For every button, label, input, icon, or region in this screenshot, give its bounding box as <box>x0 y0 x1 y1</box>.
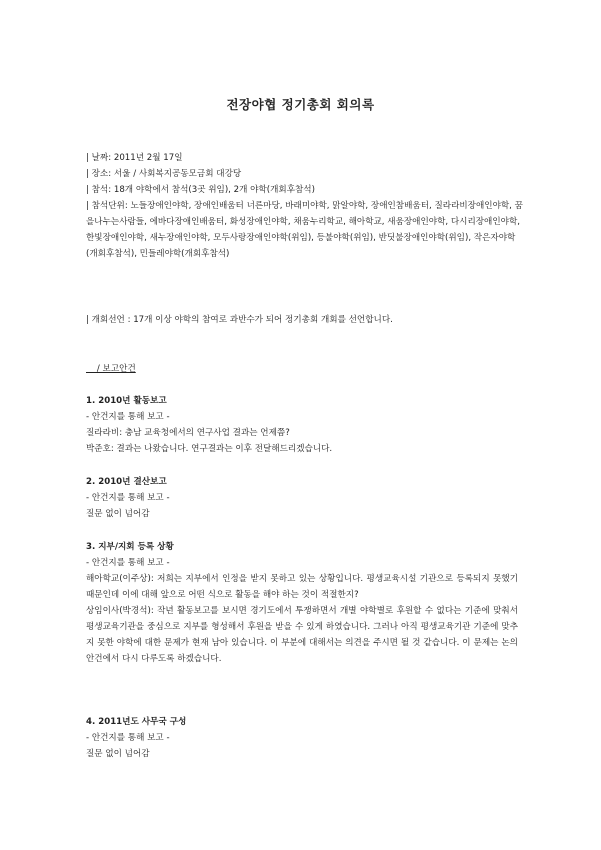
section-branch-status <box>86 539 518 667</box>
meeting-units: | 참석단위: 노들장애인야학, 장애인배움터 너른마당, 바래미야학, 맑알야학, 장애인참배움터, 질라라비장애인야학, 꿈을나누는사람들, 에바다장애인배움터, 화성장애인야학, 채움누리학교, 해아학교, 새움장애인야학, 다시리장애인야학, 한빛장애인야학, 새누장애인야학, 모두사랑장애인야학(위임), 등불야학(위임), 반딧불장애인야학(위임), 작은자야학(개회후참석), 민들레야학(개회후참석) <box>86 201 523 259</box>
section-heading: 3. 지부/지회 등록 상황 <box>86 542 174 552</box>
section-paragraph: 상임이사(박경석): 작년 활동보고를 보시면 경기도에서 투쟁하면서 개별 야학별로 후원할 수 없다는 기준에 맞춰서 평생교육기관을 중심으로 지부를 형성해서 후원을 받을 수 있게 하였습니다. 그러나 아직 평생교육기관 기준에 맞추지 못한 야학에 대한 문제가 현재 남아 있습니다. 이 부분에 대해서는 의견을 주시면 될 것 같습니다. 이 문제는 논의안건에서 다시 다루도록 하겠습니다. <box>86 606 518 664</box>
section-activity-report <box>86 393 518 457</box>
section-heading: 2. 2010년 결산보고 <box>86 477 167 487</box>
section-heading: 1. 2010년 활동보고 <box>86 396 167 406</box>
meeting-attendance: | 참석: 18개 야학에서 참석(3곳 위임), 2개 야학(개회후참석) <box>86 185 315 195</box>
opening-declaration: | 개회선언 : 17개 이상 야학의 참여로 과반수가 되어 정기총회 개회를 선언합니다. <box>86 315 393 325</box>
meeting-info <box>86 150 526 262</box>
document-title: 전장야협 정기총회 회의록 <box>226 97 375 112</box>
section-line: 질라라비: 충남 교육청에서의 연구사업 결과는 언제쯤? <box>86 428 290 438</box>
section-secretariat <box>86 714 518 762</box>
section-line: 박준호: 결과는 나왔습니다. 연구결과는 이후 전달해드리겠습니다. <box>86 444 333 454</box>
section-line: - 안건지를 통해 보고 - <box>86 493 170 503</box>
section-heading: 4. 2011년도 사무국 구성 <box>86 717 187 727</box>
meeting-place: | 장소: 서울 / 사회복지공동모금회 대강당 <box>86 169 242 179</box>
section-line: - 안건지를 통해 보고 - <box>86 412 170 422</box>
section-line: 질문 없이 넘어감 <box>86 749 150 759</box>
section-line: - 안건지를 통해 보고 - <box>86 733 170 743</box>
meeting-date: | 날짜: 2011년 2월 17일 <box>86 153 183 163</box>
section-line: 질문 없이 넘어감 <box>86 509 150 519</box>
section-settlement-report <box>86 474 518 522</box>
section-line: - 안건지를 통해 보고 - <box>86 558 170 568</box>
section-paragraph: 해아학교(이주상): 저희는 지부에서 인정을 받지 못하고 있는 상황입니다. 평생교육시설 기관으로 등록되지 못했기 때문인데 이에 대해 앞으로 어떤 식으로 활동을 해야 하는 것이 적절한지? <box>86 574 518 600</box>
report-agenda-heading: / 보고안건 <box>86 364 136 374</box>
